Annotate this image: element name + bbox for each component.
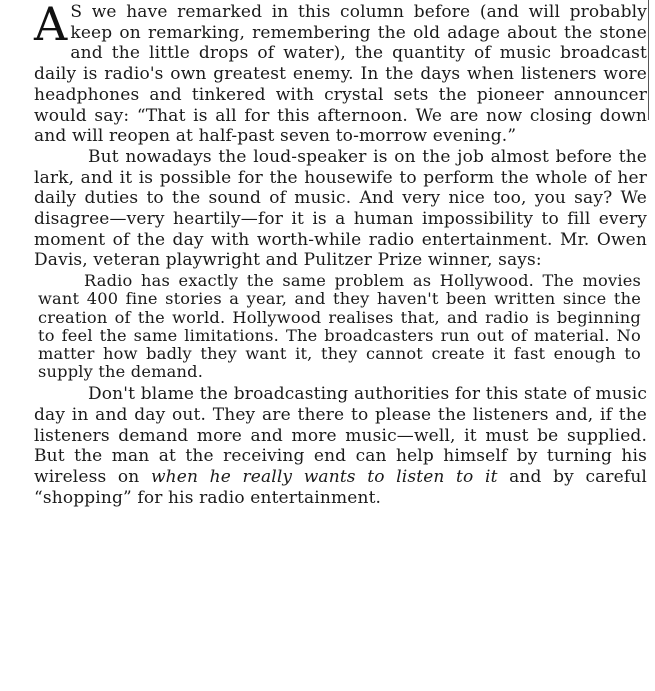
quote-text: Radio has exactly the same problem as Hollywood. The movies want 400 fine stories a year, and they haven't been written since the creation of the world. Hollywood realises that, and radio is beginning to feel the same limitations. The broadcasters run out of material. No matter how badly they want it, they cannot create it fast enough to supply the demand. <box>38 271 641 382</box>
drop-cap: A <box>34 0 68 51</box>
paragraph-4 <box>34 384 647 508</box>
paragraph-2: But nowadays the loud-speaker is on the job almost before the lark, and it is possible for the housewife to perform the whole of her daily duties to the sound of music. And very nice too, you say? We disagree—very heartily—for it is a human impossibility to fill every moment of the day with worth-while radio entertainment. Mr. Owen Davis, veteran playwright and Pulitzer Prize winner, says: <box>34 146 647 271</box>
paragraph-1-text: S we have remarked in this column before (and will probably keep on remarking, remembering the old adage about the stone and the little drops of water), the quantity of music broadcast daily is radio's own greatest enemy. In the days when listeners wore headphones and tinkered with crystal sets the pioneer announcer would say: “That is all for this afternoon. We are now closing down and will reopen at half-past seven to-morrow evening.” <box>34 2 647 147</box>
paragraph-1 <box>34 2 647 147</box>
paragraph-4-end: and by careful “shopping” for his radio entertainment. <box>34 467 648 508</box>
block-quote <box>38 272 641 381</box>
paragraph-4-italic: when he really wants to listen to it <box>150 467 498 488</box>
column-rule <box>648 0 649 120</box>
paragraph-4-start: Don't blame the broadcasting authorities for this state of music day in and day out. They are there to please the listeners and, if the listeners demand more and more music—well, it must be supplied. But the man at the receiving end can help himself by turning his wireless on <box>34 384 647 488</box>
